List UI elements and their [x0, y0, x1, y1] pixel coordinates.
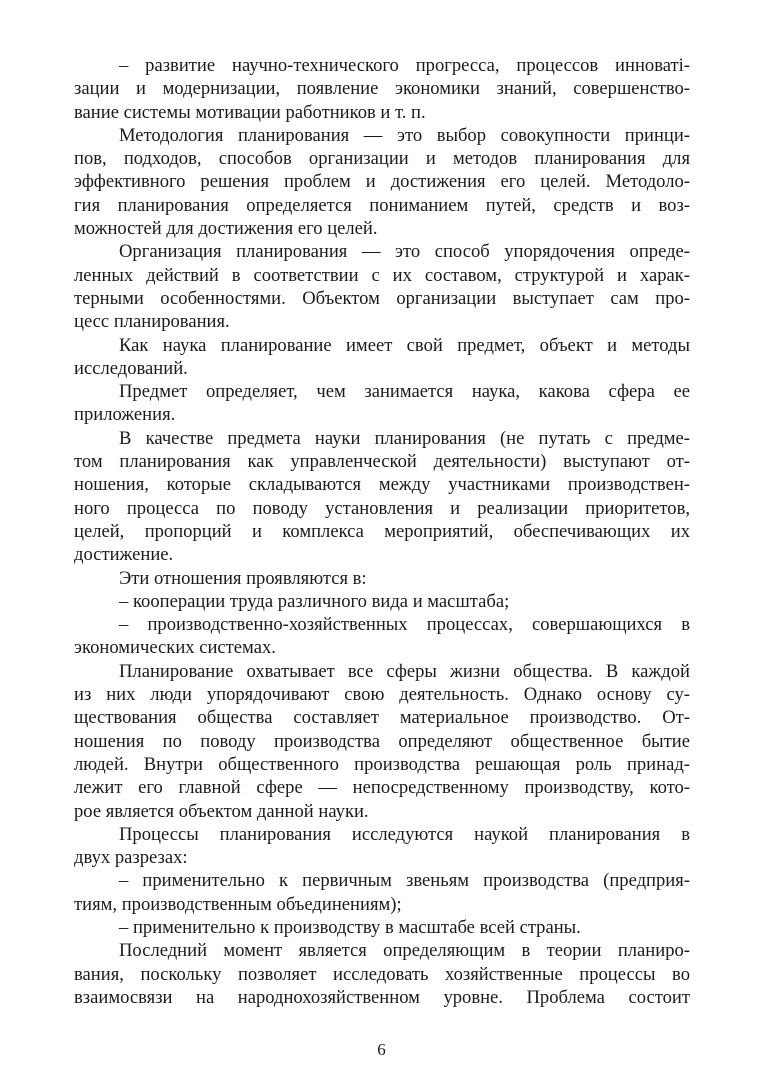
text-line: тиям, производственным объединениям);: [74, 893, 402, 915]
text-line: Предмет определяет, чем занимается наука, какова сфера ее: [119, 381, 690, 403]
text-line: ношения по поводу производства определяют общественное бытие: [74, 730, 690, 752]
paragraph: [74, 613, 690, 660]
paragraph: [74, 590, 690, 613]
text-line: эффективного решения проблем и достижения его целей. Методоло-: [74, 171, 690, 193]
paragraph: [74, 869, 690, 916]
text-line: – применительно к первичным звеньям производства (предприя-: [119, 870, 690, 892]
text-line: – кооперации труда различного вида и масштаба;: [119, 590, 510, 612]
paragraph: [74, 54, 690, 124]
text-line: Организация планирования — это способ упорядочения опреде-: [119, 241, 690, 263]
paragraph: [74, 823, 690, 870]
text-line: Последний момент является определяющим в теории планиро-: [119, 940, 690, 962]
text-line: ного процесса по поводу установления и реализации приоритетов,: [74, 497, 690, 519]
text-line: Планирование охватывает все сферы жизни общества. В каждой: [119, 660, 690, 682]
paragraph: [74, 660, 690, 823]
text-line: – развитие научно-технического прогресса, процессов инноваті-: [119, 55, 690, 76]
text-line: ленных действий в соответствии с их составом, структурой и харак-: [74, 264, 690, 286]
text-line: лежит его главной сфере — непосредственному производству, кото-: [74, 777, 690, 799]
text-line: Процессы планирования исследуются наукой планирования в: [119, 823, 690, 845]
paragraph: [74, 380, 690, 427]
text-line: – применительно к производству в масштабе всей страны.: [119, 916, 581, 938]
text-line: приложения.: [74, 404, 176, 426]
text-line: людей. Внутри общественного производства решающая роль принад-: [74, 753, 690, 775]
paragraph: [74, 939, 690, 1009]
text-line: ношения, которые складываются между участниками производствен-: [74, 474, 690, 496]
text-line: пов, подходов, способов организации и методов планирования для: [74, 148, 690, 170]
text-line: – производственно-хозяйственных процессах, совершающихся в: [119, 614, 690, 636]
text-line: В качестве предмета науки планирования (не путать с предме-: [119, 427, 690, 449]
text-line: экономических системах.: [74, 637, 276, 659]
text-line: Методология планирования — это выбор совокупности принци-: [119, 124, 690, 146]
text-line: вание системы мотивации работников и т. п.: [74, 101, 426, 123]
paragraph: [74, 124, 690, 240]
text-line: ществования общества составляет материальное производство. От-: [74, 707, 690, 729]
text-line: из них люди упорядочивают свою деятельность. Однако основу су-: [74, 684, 690, 706]
text-line: цесс планирования.: [74, 311, 230, 333]
text-line: зации и модернизации, появление экономики знаний, совершенство-: [74, 78, 690, 100]
paragraph: [74, 427, 690, 567]
paragraph: [74, 334, 690, 381]
text-line: взаимосвязи на народнохозяйственном уровне. Проблема состоит: [74, 986, 690, 1008]
text-line: вания, поскольку позволяет исследовать хозяйственные процессы во: [74, 963, 690, 985]
text-line: исследований.: [74, 357, 188, 379]
paragraph: [74, 916, 690, 939]
page-number: 6: [377, 1040, 386, 1059]
text-line: целей, пропорций и комплекса мероприятий, обеспечивающих их: [74, 520, 690, 542]
text-line: терными особенностями. Объектом организации выступает сам про-: [74, 287, 690, 309]
body-text: [74, 54, 690, 1009]
text-line: можностей для достижения его целей.: [74, 218, 378, 240]
paragraph: [74, 240, 690, 333]
text-line: Как наука планирование имеет свой предмет, объект и методы: [119, 334, 690, 356]
text-line: Эти отношения проявляются в:: [119, 567, 367, 589]
text-line: достижение.: [74, 544, 174, 566]
text-line: двух разрезах:: [74, 847, 188, 869]
text-line: гия планирования определяется пониманием путей, средств и воз-: [74, 194, 690, 216]
text-line: рое является объектом данной науки.: [74, 800, 369, 822]
paragraph: [74, 567, 690, 590]
text-line: том планирования как управленческой деятельности) выступают от-: [74, 451, 690, 473]
